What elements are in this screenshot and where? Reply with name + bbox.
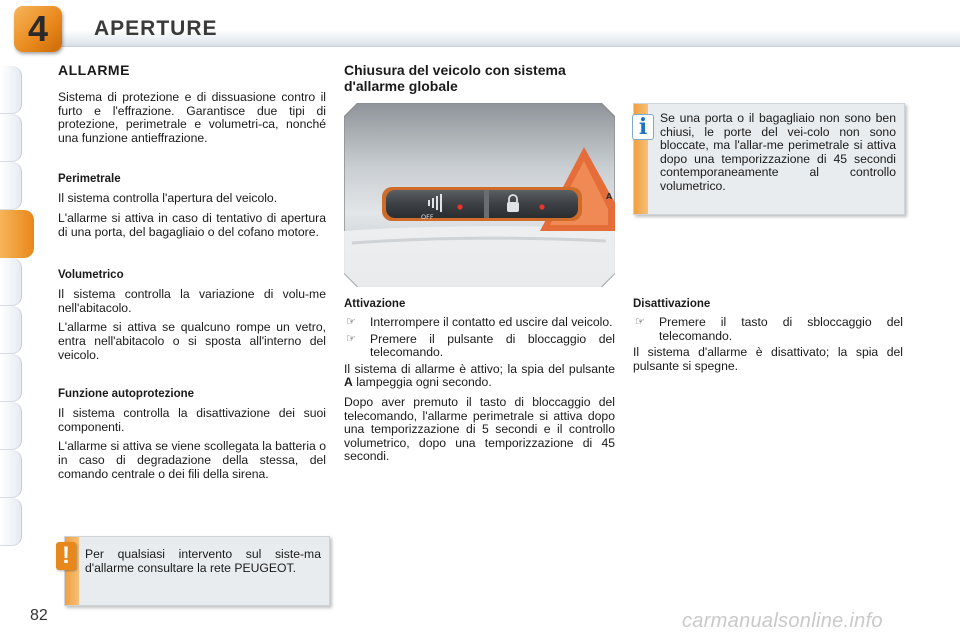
chapter-tab-8[interactable] <box>0 402 22 450</box>
alarm-led-a <box>457 204 462 209</box>
chapter-tab-10[interactable] <box>0 498 22 546</box>
activation-timing-text: Dopo aver premuto il tasto di bloccaggio del telecomando, l'allarme perimetrale si attiva dopo una temporizzazione di 5 secondi e il controllo volumetrico, dopo una temporizzazione di 45 secondi. <box>344 394 615 464</box>
activation-status-text: Il sistema di allarme è attivo; la spia del pulsante A lampeggia ogni secondo. <box>344 361 615 390</box>
chapter-tab-3[interactable] <box>0 162 22 210</box>
left-column <box>58 62 326 487</box>
subheading-perimetrale: Perimetrale <box>58 173 121 186</box>
section-heading-chiusura: Chiusura del veicolo con sistema d'allarme globale <box>344 62 566 94</box>
deactivation-status-text: Il sistema d'allarme è disattivato; la spia del pulsante si spegne. <box>633 345 903 373</box>
hand-pointer-icon: ☞ <box>635 316 645 328</box>
chapter-tab-7[interactable] <box>0 354 22 402</box>
chapter-tab-1[interactable] <box>0 66 22 114</box>
chapter-tab-4-active[interactable] <box>0 210 34 258</box>
info-icon: i <box>632 114 654 140</box>
section-heading-allarme: ALLARME <box>58 62 130 78</box>
activation-section <box>344 298 615 470</box>
chapter-tab-9[interactable] <box>0 450 22 498</box>
chapter-tab-2[interactable] <box>0 114 22 162</box>
activation-bullet-2: ☞ Premere il pulsante di bloccaggio del telecomando. <box>346 331 615 360</box>
subheading-autoprotezione: Funzione autoprotezione <box>58 388 195 401</box>
autoprotezione-text-2: L'allarme si attiva se viene scollegata la batteria o in caso di degradazione della stessa, del comando centrale o dei fili della sirena. <box>58 439 326 481</box>
hand-pointer-icon: ☞ <box>346 332 356 345</box>
volumetrico-text-1: Il sistema controlla la variazione di volu-me nell'abitacolo. <box>58 287 326 315</box>
subheading-disattivazione: Disattivazione <box>633 298 711 310</box>
alarm-button-off-label: OFF <box>421 213 434 221</box>
warning-note-text: Per qualsiasi intervento sul siste-ma d'allarme consultare la rete PEUGEOT. <box>85 547 321 575</box>
warning-note-box <box>64 536 330 606</box>
hand-pointer-icon: ☞ <box>346 316 356 328</box>
chapter-tab-5[interactable] <box>0 258 22 306</box>
alarm-button-figure <box>344 103 615 287</box>
perimetrale-text-2: L'allarme si attiva in caso di tentativo di apertura di una porta, del bagagliaio o del cofano motore. <box>58 210 326 239</box>
activation-bullet-1: ☞ Interrompere il contatto ed uscire dal veicolo. <box>346 315 613 329</box>
perimetrale-text-1: Il sistema controlla l'apertura del veicolo. <box>58 191 278 206</box>
deactivation-section <box>633 298 903 379</box>
info-note-box <box>633 103 905 215</box>
chapter-tab-strip <box>0 66 22 546</box>
chapter-badge: 4 <box>14 6 62 52</box>
chapter-title: APERTURE <box>94 17 218 40</box>
deactivation-bullet-1: ☞ Premere il tasto di sbloccaggio del telecomando. <box>635 315 903 343</box>
chapter-tab-6[interactable] <box>0 306 22 354</box>
warning-icon: ! <box>56 542 76 570</box>
subheading-volumetrico: Volumetrico <box>58 269 124 282</box>
watermark: carmanualsonline.info <box>682 610 883 632</box>
figure-marker-a: A <box>606 192 613 201</box>
alarm-button-illustration <box>344 103 615 287</box>
alarm-intro-text: Sistema di protezione e di dissuasione contro il furto e l'effrazione. Garantisce due tipi di protezione, perimetrale e volumetri-ca, nonché una funzione antieffrazione. <box>58 90 326 145</box>
lock-led <box>539 204 544 209</box>
volumetrico-text-2: L'allarme si attiva se qualcuno rompe un vetro, entra nell'abitacolo o si sposta all'interno del veicolo. <box>58 320 326 362</box>
autoprotezione-text-1: Il sistema controlla la disattivazione dei suoi componenti. <box>58 406 326 434</box>
info-note-text: Se una porta o il bagagliaio non sono ben chiusi, le porte del vei-colo non sono bloccate, ma l'allar-me perimetrale si attiva dopo una temporizzazione di 45 secondi contemporaneamente al controllo volumetrico. <box>660 111 896 193</box>
page-number: 82 <box>30 607 48 624</box>
subheading-attivazione: Attivazione <box>344 298 406 310</box>
